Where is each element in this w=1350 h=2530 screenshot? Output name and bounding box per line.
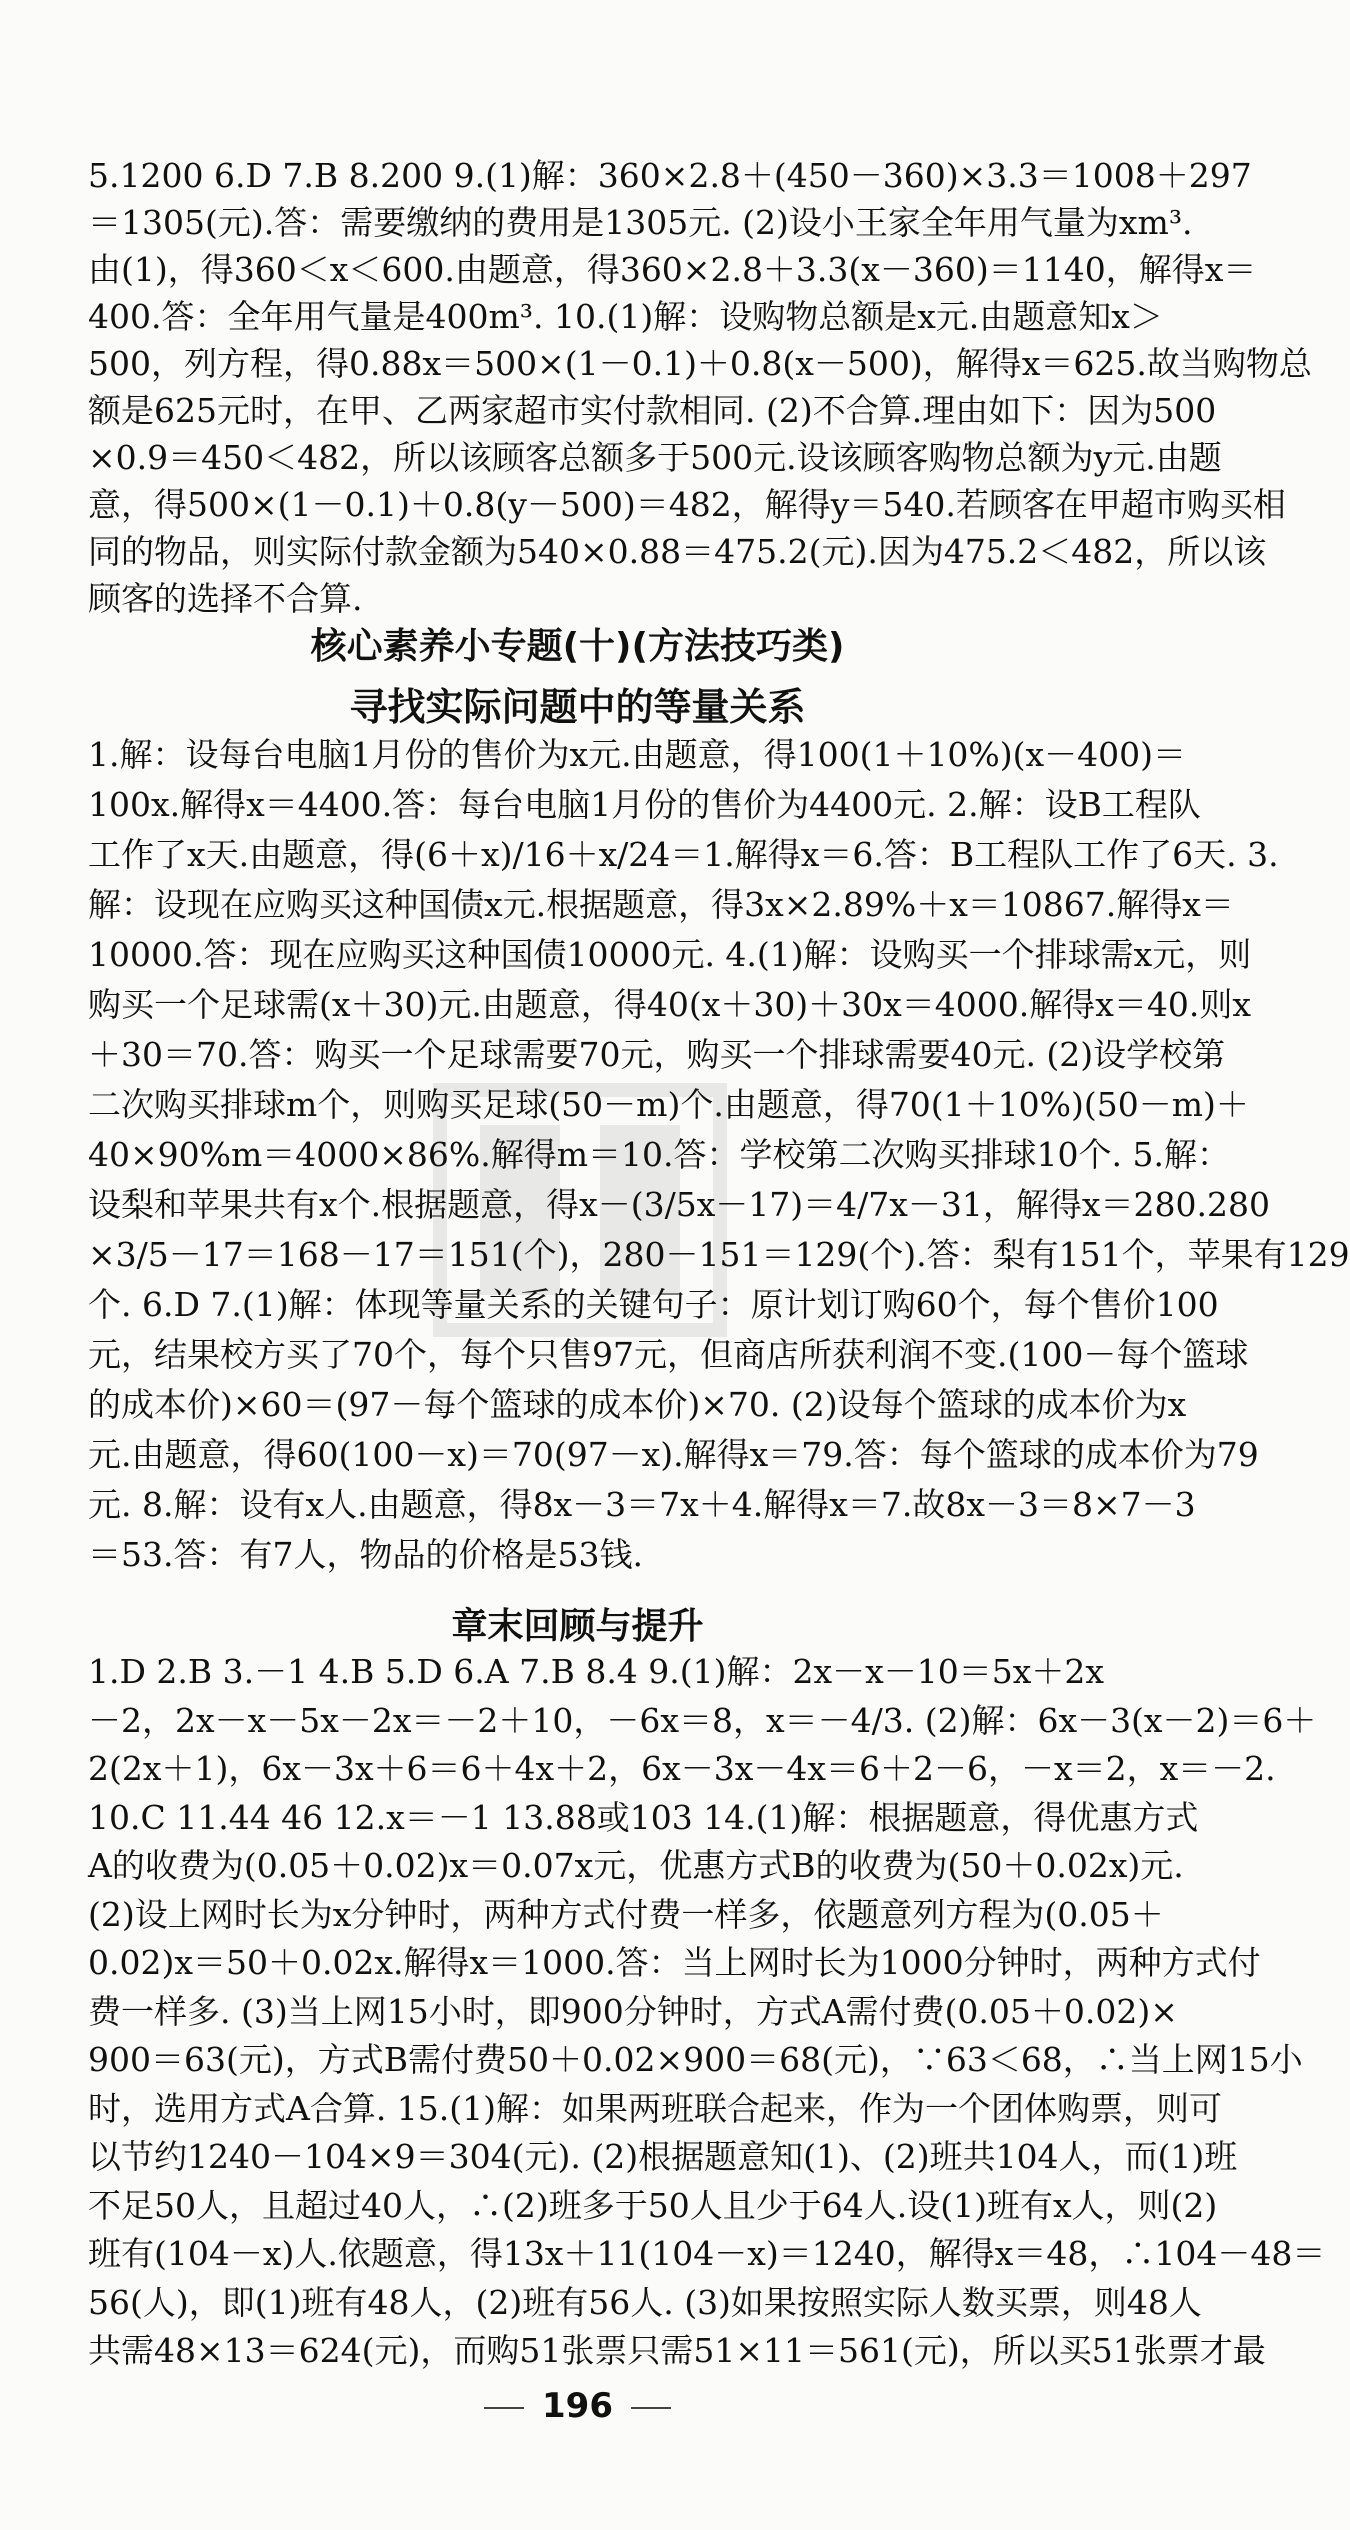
text-line: 的成本价)×60＝(97－每个篮球的成本价)×70. (2)设每个篮球的成本价为x: [88, 1385, 1187, 1424]
text-line: (2)设上网时长为x分钟时，两种方式付费一样多，依题意列方程为(0.05＋: [88, 1894, 1164, 1934]
text-line: 时，选用方式A合算. 15.(1)解：如果两班联合起来，作为一个团体购票，则可: [88, 2088, 1223, 2128]
page-number: 196: [542, 2386, 613, 2426]
text-line: 二次购买排球m个，则购买足球(50－m)个.由题意，得70(1＋10%)(50－m)＋: [88, 1085, 1249, 1124]
text-line: 400.答：全年用气量是400m³. 10.(1)解：设购物总额是x元.由题意知x＞: [88, 297, 1163, 336]
page-footer: [0, 2386, 1155, 2426]
text-line: ＋30＝70.答：购买一个足球需要70元，购买一个排球需要40元. (2)设学校第: [88, 1035, 1226, 1074]
text-line: 500，列方程，得0.88x＝500×(1－0.1)＋0.8(x－500)，解得x＝625.故当购物总: [88, 344, 1312, 383]
text-line: 元.由题意，得60(100－x)＝70(97－x).解得x＝79.答：每个篮球的成本价为79: [88, 1435, 1259, 1474]
text-line: 不足50人，且超过40人，∴(2)班多于50人且少于64人.设(1)班有x人，则(2): [88, 2185, 1218, 2225]
text-line: ＝1305(元).答：需要缴纳的费用是1305元. (2)设小王家全年用气量为xm³.: [88, 203, 1193, 242]
text-line: A的收费为(0.05＋0.02)x＝0.07x元，优惠方式B的收费为(50＋0.02x)元.: [88, 1846, 1184, 1885]
answer-block-2: [88, 730, 1350, 1580]
text-line: 同的物品，则实际付款金额为540×0.88＝475.2(元).因为475.2＜482，所以该: [88, 532, 1267, 571]
text-line: 以节约1240－104×9＝304(元). (2)根据题意知(1)、(2)班共104人，而(1)班: [88, 2137, 1238, 2176]
text-line: 元. 8.解：设有x人.由题意，得8x－3＝7x＋4.解得x＝7.故8x－3＝8×7－3: [88, 1485, 1196, 1524]
text-line: ×0.9＝450＜482，所以该顾客总额多于500元.设该顾客购物总额为y元.由题: [88, 438, 1222, 477]
text-line: 购买一个足球需(x＋30)元.由题意，得40(x＋30)＋30x＝4000.解得x＝40.则x: [88, 985, 1251, 1024]
text-line: 10.C 11.44 46 12.x＝－1 13.88或103 14.(1)解：根据题意，得优惠方式: [88, 1797, 1199, 1837]
text-line: 顾客的选择不合算.: [88, 579, 363, 618]
text-line: 意，得500×(1－0.1)＋0.8(y－500)＝482，解得y＝540.若顾客在甲超市购买相: [88, 485, 1286, 524]
text-line: 0.02)x＝50＋0.02x.解得x＝1000.答：当上网时长为1000分钟时，两种方式付: [88, 1943, 1261, 1982]
text-line: 5.1200 6.D 7.B 8.200 9.(1)解：360×2.8＋(450－360)×3.3＝1008＋297: [88, 156, 1252, 195]
text-line: 1.解：设每台电脑1月份的售价为x元.由题意，得100(1＋10%)(x－400)＝: [88, 735, 1187, 774]
text-line: 费一样多. (3)当上网15小时，即900分钟时，方式A需付费(0.05＋0.02)×: [88, 1991, 1178, 2031]
text-line: 1.D 2.B 3.－1 4.B 5.D 6.A 7.B 8.4 9.(1)解：2x－x－10＝5x＋2x: [88, 1652, 1104, 1691]
text-line: 900＝63(元)，方式B需付费50＋0.02×900＝68(元)，∵63＜68，∴当上网15小: [88, 2040, 1303, 2079]
section-heading-review: 章末回顾与提升: [451, 1606, 704, 1647]
text-line: 额是625元时，在甲、乙两家超市实付款相同. (2)不合算.理由如下：因为500: [88, 391, 1217, 430]
text-line: 56(人)，即(1)班有48人，(2)班有56人. (3)如果按照实际人数买票，则48人: [88, 2282, 1202, 2322]
text-line: 元，结果校方买了70个，每个只售97元，但商店所获利润不变.(100－每个篮球: [88, 1335, 1249, 1374]
text-line: 共需48×13＝624(元)，而购51张票只需51×11＝561(元)，所以买51张票才最: [88, 2331, 1266, 2370]
text-line: 100x.解得x＝4400.答：每台电脑1月份的售价为4400元. 2.解：设B工程队: [88, 785, 1201, 824]
text-line: 班有(104－x)人.依题意，得13x＋11(104－x)＝1240，解得x＝48，∴104－48＝: [88, 2234, 1326, 2273]
text-line: 由(1)，得360＜x＜600.由题意，得360×2.8＋3.3(x－360)＝1140，解得x＝: [88, 250, 1257, 289]
text-line: 解：设现在应购买这种国债x元.根据题意，得3x×2.89%＋x＝10867.解得x＝: [88, 885, 1234, 924]
text-line: 工作了x天.由题意，得(6＋x)/16＋x/24＝1.解得x＝6.答：B工程队工作了6天. 3.: [88, 835, 1279, 874]
text-line: 个. 6.D 7.(1)解：体现等量关系的关键句子：原计划订购60个，每个售价100: [88, 1285, 1219, 1324]
text-line: 2(2x＋1)，6x－3x＋6＝6＋4x＋2，6x－3x－4x＝6＋2－6，－x＝2，x＝－2.: [88, 1749, 1276, 1788]
answer-block-3: [88, 1648, 1326, 2376]
text-line: 40×90%m＝4000×86%.解得m＝10.答：学校第二次购买排球10个. 5.解：: [88, 1135, 1230, 1174]
answer-block-1: [88, 152, 1312, 622]
section-heading-topic: 核心素养小专题(十)(方法技巧类): [310, 626, 845, 667]
text-line: －2，2x－x－5x－2x＝－2＋10，－6x＝8，x＝－4/3. (2)解：6x－3(x－2)＝6＋: [88, 1700, 1317, 1740]
text-line: 设梨和苹果共有x个.根据题意，得x－(3/5x－17)＝4/7x－31，解得x＝280.280: [88, 1185, 1270, 1224]
text-line: ×3/5－17＝168－17＝151(个)，280－151＝129(个).答：梨有151个，苹果有129: [88, 1235, 1350, 1274]
text-line: ＝53.答：有7人，物品的价格是53钱.: [88, 1535, 643, 1574]
text-line: 10000.答：现在应购买这种国债10000元. 4.(1)解：设购买一个排球需x元，则: [88, 935, 1252, 974]
section-heading-subtitle: 寻找实际问题中的等量关系: [349, 685, 806, 729]
